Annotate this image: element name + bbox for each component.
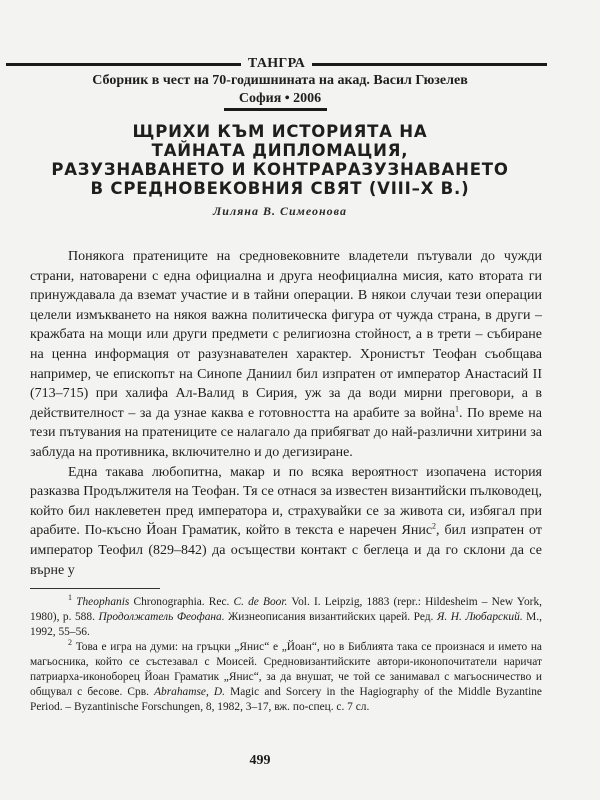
- footnote-ref[interactable]: 2: [432, 521, 437, 531]
- header-underline: [224, 108, 327, 111]
- footnote: $^2$ Това е игра на думи: на гръцки „Янис“ е „Йоан“, но в Библията така се произнася и името на магьосника, който се състезавал с Моисей. Средновизантийските автори-иконопочитатели наричат патриарха-иконоборец Йоан Граматик „Янис“, за да внушат, че той се занимавал с магьосничество и общувал с бесове. Срв. Abrahamse, D. Magic and Sorcery in the Hagiography of the Middle Byzantine Period. – Byzantinische Forschungen, 8, 1982, 3–17, вж. по-спец. с. 7 сл.: [30, 638, 542, 713]
- series-subtitle: Сборник в чест на 70-годишнината на акад. Васил Гюзелев: [92, 73, 468, 88]
- header-rule-right: [312, 63, 547, 66]
- body-paragraph: Понякога пратениците на средновековните владетели пътували до чужди страни, натоварени с една официална и друга неофициална мисия, като втората ги принуждавала да вземат участие и в тайни операции. В някои случаи тези операции целели измъкването на някоя важна политическа фигура от чужда страна, в други – кражбата на мощи или други предмети с религиозна стойност, а в трети – събиране на ценна информация от разузнавателен характер. Хронистът Теофан съобщава например, че епископът на Синопе Даниил бил изпратен от император Анастасий II (713–715) при халифа Ал-Валид в Сирия, уж за да води мирни преговори, а в действителност – за да узнае каква е готовността на арабите за война$^1$. По време на тези пътувания на пратениците се налагало да прибягват до най-различни хитрини за заблуда на противника, включително и до дегизиране.: [30, 249, 542, 460]
- footnote-ref[interactable]: 1: [455, 404, 460, 414]
- footnote: $^1$ Theophanis Chronographia. Rec. C. de Boor. Vol. I. Leipzig, 1883 (repr.: Hildesheim – New York, 1980), p. 588. Продолжатель Феофана. Жизнеописания византийских царей. Ред. Я. Н. Любарский. М., 1992, 55–56.: [30, 593, 543, 638]
- page-number: 499: [249, 753, 271, 768]
- header-rule-left: [6, 63, 241, 66]
- title-line: ТАЙНАТА ДИПЛОМАЦИЯ,: [151, 141, 409, 160]
- article-body: [30, 247, 542, 580]
- title-line: В СРЕДНОВЕКОВНИЯ СВЯТ (VIII–X В.): [90, 179, 470, 198]
- article-title: [0, 122, 560, 198]
- series-header: [6, 56, 547, 72]
- series-place-year: София • 2006: [238, 91, 322, 106]
- footnote-number: 1: [68, 593, 72, 603]
- title-line: ЩРИХИ КЪМ ИСТОРИЯТА НА: [132, 122, 428, 141]
- series-name: ТАНГРА: [247, 56, 306, 71]
- title-line: РАЗУЗНАВАНЕТО И КОНТРАРАЗУЗНАВАНЕТО: [51, 160, 509, 179]
- footnote-separator: [30, 588, 160, 589]
- footnote-number: 2: [68, 638, 72, 648]
- footnotes: [30, 595, 542, 715]
- article-author: Лиляна В. Симеонова: [213, 204, 347, 218]
- body-paragraph: Една такава любопитна, макар и по всяка вероятност изопачена история разказва Продължителя на Теофан. Тя се отнася за известен византийски пълководец, който бил наклеветен пред императора и, страхувайки се за живота си, избягал при арабите. По-късно Йоан Граматик, който в текста е наречен Янис$^2$, бил изпратен от император Теофил (829–842) да осъществи контакт с беглеца и да го склони да се върне у: [30, 464, 542, 578]
